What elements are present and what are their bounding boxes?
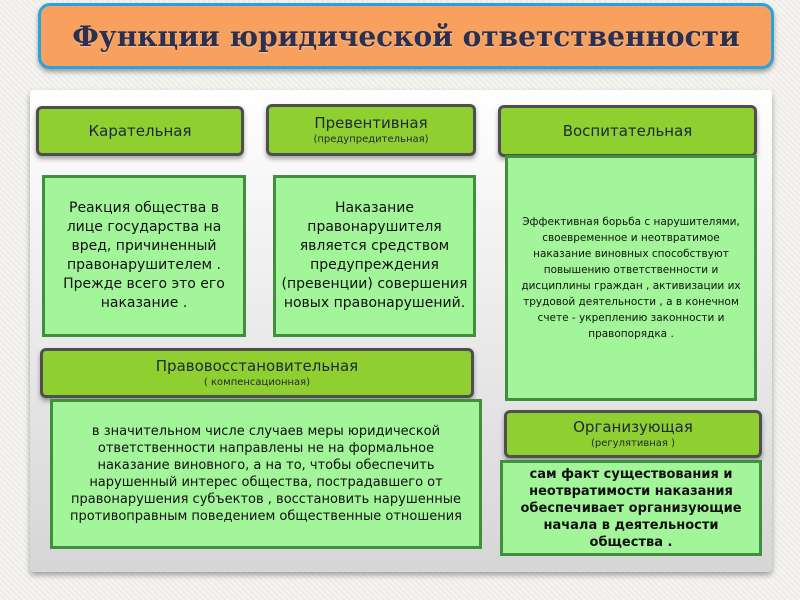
educational-title: Воспитательная	[562, 121, 693, 140]
educational-description-box	[505, 155, 757, 401]
restorative-description-box	[50, 399, 482, 549]
preventive-header	[266, 104, 476, 156]
organizing-title: Организующая	[573, 418, 693, 436]
organizing-description: сам факт существования и неотвратимости наказания обеспечивает организующие начала в деятельности общества .	[520, 466, 742, 550]
punitive-description-box	[42, 175, 246, 337]
page-title: Функции юридической ответственности	[72, 19, 740, 53]
preventive-description-box	[273, 175, 476, 337]
educational-header	[498, 105, 757, 157]
title-banner	[38, 3, 774, 69]
preventive-subtitle: (предупредительная)	[313, 134, 429, 145]
restorative-subtitle: ( компенсационная)	[203, 377, 311, 388]
punitive-header	[36, 106, 244, 156]
organizing-description-box	[500, 460, 762, 556]
preventive-title: Превентивная	[314, 114, 428, 132]
organizing-subtitle: (регулятивная )	[591, 438, 675, 449]
organizing-header	[504, 410, 762, 458]
punitive-description: Реакция общества в лице государства на вред, причиненный правонарушителем . Прежде всего это его наказание .	[63, 200, 225, 311]
educational-description: Эффективная борьба с нарушителями, своевременное и неотвратимое наказание виновных способствуют повышению ответственности и дисциплины граждан , активизации их трудовой деятельности , а в конечном счете - укреплению законности и правопорядка .	[521, 216, 741, 340]
preventive-description: Наказание правонарушителя является средством предупреждения (превенции) совершения новых правонарушений.	[281, 200, 468, 311]
punitive-title: Карательная	[88, 121, 192, 140]
restorative-header	[40, 348, 474, 398]
restorative-description: в значительном числе случаев меры юридической ответственности направлены не на формальное наказание виновного, а на то, чтобы обеспечить нарушенный интерес общества, пострадавшего от правонарушения субъектов , восстановить нарушенные противоправным поведением общественные отношения	[69, 424, 463, 524]
restorative-title: Правовосстановительная	[155, 357, 359, 375]
